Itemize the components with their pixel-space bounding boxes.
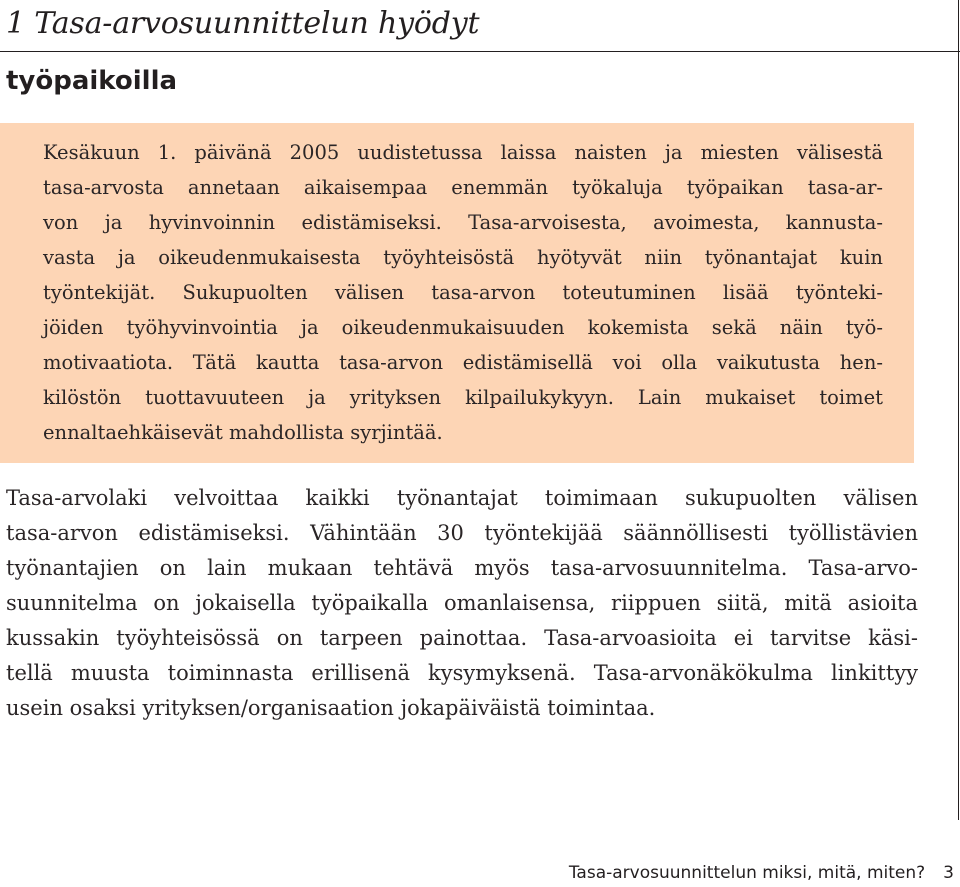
highlight-line: kilöstön tuottavuuteen ja yrityksen kilpailukykyyn. Lain mukaiset toimet	[43, 386, 883, 409]
body-line: työnantajien on lain mukaan tehtävä myös tasa-arvosuunnitelma. Tasa-arvo-	[6, 556, 918, 580]
highlight-line: Kesäkuun 1. päivänä 2005 uudistetussa laissa naisten ja miesten välisestä	[43, 141, 883, 164]
chapter-subtitle: työpaikoilla	[6, 66, 178, 96]
body-line: tellä muusta toiminnasta erillisenä kysymyksenä. Tasa-arvonäkökulma linkittyy	[6, 661, 918, 685]
body-line: suunnitelma on jokaisella työpaikalla omanlaisensa, riippuen siitä, mitä asioita	[6, 591, 918, 615]
margin-rule	[958, 0, 959, 820]
body-line: usein osaksi yrityksen/organisaation jokapäiväistä toimintaa.	[6, 696, 656, 720]
title-rule	[0, 51, 960, 52]
highlight-line: vasta ja oikeudenmukaisesta työyhteisöstä hyötyvät niin työnantajat kuin	[43, 246, 883, 269]
page-number: 3	[943, 863, 954, 883]
highlight-line: motivaatiota. Tätä kautta tasa-arvon edistämisellä voi olla vaikutusta hen-	[43, 351, 883, 374]
highlight-line: von ja hyvinvoinnin edistämiseksi. Tasa-arvoisesta, avoimesta, kannusta-	[43, 211, 883, 234]
highlight-line: tasa-arvosta annetaan aikaisempaa enemmän työkaluja työpaikan tasa-ar-	[43, 176, 883, 199]
body-line: Tasa-arvolaki velvoittaa kaikki työnantajat toimimaan sukupuolten välisen	[6, 486, 918, 510]
body-paragraph	[6, 481, 918, 726]
highlight-paragraph	[43, 135, 883, 450]
running-title: Tasa-arvosuunnittelun miksi, mitä, miten?	[568, 863, 926, 883]
body-line: kussakin työyhteisössä on tarpeen painottaa. Tasa-arvoasioita ei tarvitse käsi-	[6, 626, 918, 650]
highlight-line: työntekijät. Sukupuolten välisen tasa-arvon toteutuminen lisää työnteki-	[43, 281, 883, 304]
chapter-title: 1 Tasa-arvosuunnittelun hyödyt	[6, 6, 480, 41]
highlight-line: jöiden työhyvinvointia ja oikeudenmukaisuuden kokemista sekä näin työ-	[43, 316, 883, 339]
body-line: tasa-arvon edistämiseksi. Vähintään 30 työntekijää säännöllisesti työllistävien	[6, 521, 918, 545]
highlight-line: ennaltaehkäisevät mahdollista syrjintää.	[43, 421, 443, 444]
page-footer	[540, 860, 954, 886]
